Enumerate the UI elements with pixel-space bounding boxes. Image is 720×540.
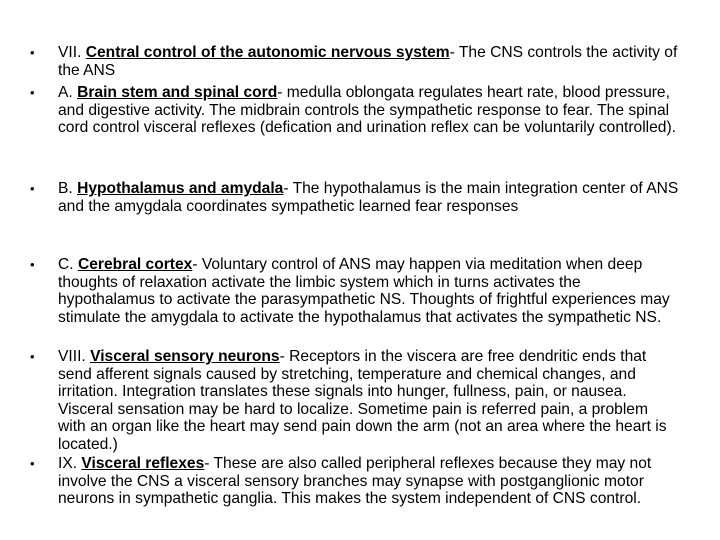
- bullet-text: [58, 455, 680, 508]
- bullet-body: - The CNS controls the activity of the ANS: [58, 44, 678, 79]
- bullet-heading: Visceral sensory neurons: [90, 348, 280, 365]
- bullet-body: - Receptors in the viscera are free dendritic ends that send afferent signals caused by stretching, temperature and chemical changes, and irritation. Integration translates these signals into hunger, fullness, pain, or nausea. Visceral sensation may be hard to localize. Sometime pain is referred pain, a problem with an organ like the heart may send pain down the arm (not an area where the heart is located.): [58, 348, 667, 453]
- bullet-prefix: VIII.: [58, 348, 91, 365]
- bullet-heading: Hypothalamus and amydala: [77, 180, 284, 197]
- bullet-heading: Central control of the autonomic nervous system: [85, 44, 450, 61]
- bullet-dot-icon: •: [30, 45, 35, 60]
- bullet-body: - medulla oblongata regulates heart rate, blood pressure, and digestive activity. The midbrain controls the sympathetic response to fear. The spinal cord control visceral reflexes (defication and urination reflex can be voluntarily controlled).: [58, 84, 676, 137]
- bullet-heading: Brain stem and spinal cord: [77, 84, 278, 101]
- bullet-body: - The hypothalamus is the main integration center of ANS and the amygdala coordinates sympathetic learned fear responses: [58, 180, 679, 215]
- bullet-prefix: VII.: [58, 44, 86, 61]
- bullet-heading: Visceral reflexes: [81, 455, 205, 472]
- bullet-dot-icon: •: [30, 349, 35, 364]
- bullet-text: [58, 348, 680, 454]
- bullet-item-ix: [30, 455, 680, 508]
- bullet-prefix: B.: [58, 180, 78, 197]
- bullet-item-a: [30, 84, 680, 137]
- bullet-dot-icon: •: [30, 181, 35, 196]
- bullet-prefix: A.: [58, 84, 78, 101]
- bullet-dot-icon: •: [30, 85, 35, 100]
- bullet-body: - Voluntary control of ANS may happen via meditation when deep thoughts of relaxation activate the limbic system which in turns activates the hypothalamus to activate the parasympathetic NS. Thoughts of frightful experiences may stimulate the amygdala to activate the hypothalamus that activates the sympathetic NS.: [58, 256, 670, 326]
- bullet-text: [58, 180, 680, 215]
- bullet-item-c: [30, 256, 680, 326]
- bullet-item-b: [30, 180, 680, 215]
- bullet-heading: Cerebral cortex: [77, 256, 193, 273]
- bullet-item-viii: [30, 348, 680, 454]
- bullet-item-vii: [30, 44, 680, 79]
- bullet-text: [58, 256, 680, 326]
- bullet-dot-icon: •: [30, 456, 35, 471]
- bullet-prefix: C.: [58, 256, 78, 273]
- bullet-prefix: IX.: [58, 455, 82, 472]
- bullet-body: - These are also called peripheral reflexes because they may not involve the CNS a visceral sensory branches may synapse with postganglionic motor neurons in sympathetic ganglia. This makes the system independent of CNS control.: [58, 455, 652, 508]
- bullet-dot-icon: •: [30, 257, 35, 272]
- bullet-text: [58, 84, 680, 137]
- bullet-text: [58, 44, 680, 79]
